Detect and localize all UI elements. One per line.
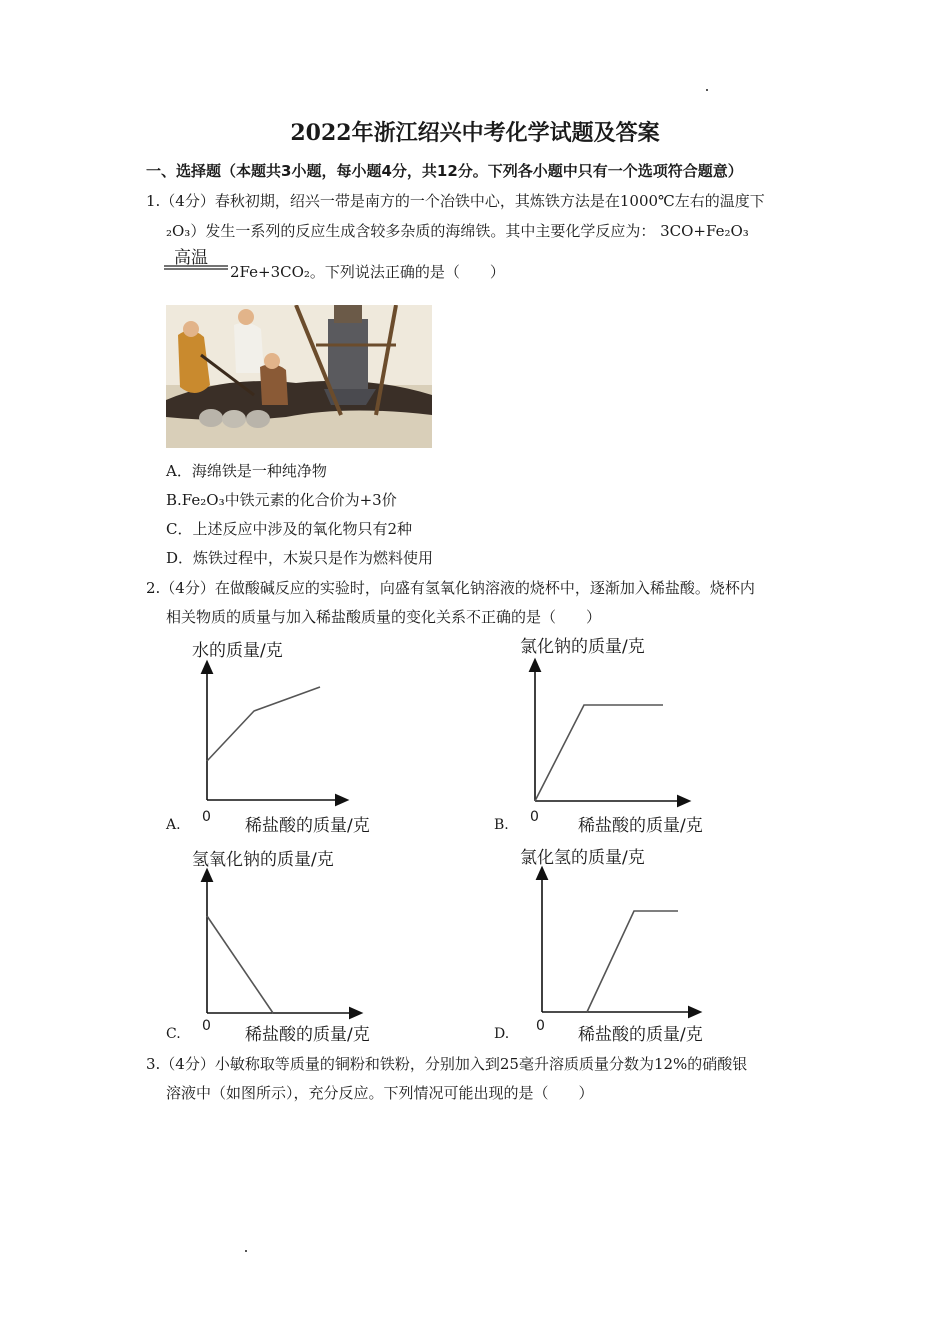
graph-b-letter: B. [494, 817, 509, 833]
graph-a-y-label: 水的质量/克 [192, 641, 283, 661]
q3-line-1: 3.（4分）小敏称取等质量的铜粉和铁粉，分别加入到25毫升溶质质量分数为12%的硝酸银 [146, 1055, 748, 1073]
q1-option-a: A．海绵铁是一种纯净物 [166, 462, 327, 480]
q2-line-2: 相关物质的质量与加入稀盐酸质量的变化关系不正确的是（ ） [166, 608, 602, 626]
graph-b-y-label: 氯化钠的质量/克 [520, 637, 645, 657]
graph-a-x-label: 稀盐酸的质量/克 [245, 816, 370, 836]
graph-d-curve [587, 911, 678, 1012]
q2-line-1: 2.（4分）在做酸碱反应的实验时，向盛有氢氧化钠溶液的烧杯中，逐渐加入稀盐酸。烧杯内 [146, 579, 755, 597]
graph-c-letter: C. [166, 1026, 181, 1042]
section-heading: 一、选择题（本题共3小题，每小题4分，共12分。下列各小题中只有一个选项符合题意） [146, 162, 743, 180]
page-title: 2022年浙江绍兴中考化学试题及答案 [290, 120, 660, 146]
graph-a-curve [207, 687, 320, 761]
graph-a-letter: A. [166, 817, 181, 833]
graph-b-x-label: 稀盐酸的质量/克 [578, 816, 703, 836]
q1-option-d: D．炼铁过程中，木炭只是作为燃料使用 [166, 549, 434, 567]
q3-line-2: 溶液中（如图所示），充分反应。下列情况可能出现的是（ ） [166, 1084, 594, 1102]
graph-d-plot [530, 866, 705, 1016]
graph-c-plot [195, 868, 365, 1018]
q1-line-1: 1.（4分）春秋初期，绍兴一带是南方的一个冶铁中心，其炼铁方法是在1000℃左右的温度下 [146, 192, 765, 210]
graph-d-letter: D. [494, 1026, 510, 1042]
graph-b-origin: 0 [530, 809, 539, 825]
q1-line-3: 2Fe+3CO₂。下列说法正确的是（ ） [230, 263, 505, 281]
graph-a-origin: 0 [202, 809, 211, 825]
reaction-condition: 高温 [174, 248, 208, 268]
reaction-double-line [164, 264, 234, 272]
graph-b-curve [535, 705, 663, 801]
graph-c-origin: 0 [202, 1018, 211, 1034]
q1-option-c: C．上述反应中涉及的氧化物只有2种 [166, 520, 413, 538]
scan-dot [245, 1250, 247, 1252]
graph-a-plot [195, 660, 355, 810]
ironmaking-illustration [166, 305, 432, 448]
q1-line-2: ₂O₃）发生一系列的反应生成含较多杂质的海绵铁。其中主要化学反应为： 3CO+Fe₂O₃ [166, 222, 749, 240]
graph-c-x-label: 稀盐酸的质量/克 [245, 1025, 370, 1045]
graph-d-y-label: 氯化氢的质量/克 [520, 848, 645, 868]
graph-c-curve [207, 916, 273, 1013]
scan-dot [706, 89, 708, 91]
q1-option-b: B.Fe₂O₃中铁元素的化合价为+3价 [166, 491, 397, 509]
graph-d-x-label: 稀盐酸的质量/克 [578, 1025, 703, 1045]
graph-d-origin: 0 [536, 1018, 545, 1034]
graph-c-y-label: 氢氧化钠的质量/克 [192, 850, 334, 870]
graph-b-plot [523, 656, 693, 806]
